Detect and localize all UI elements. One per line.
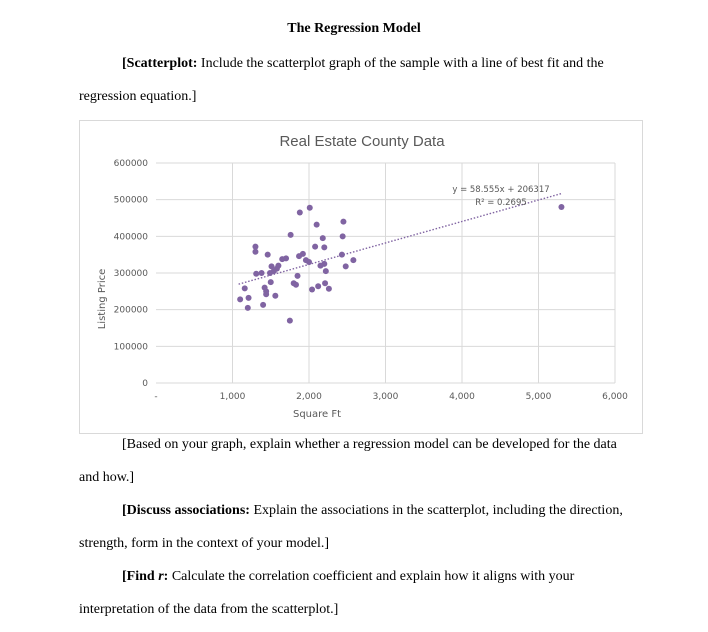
data-point [245, 305, 251, 311]
scatterplot-text: Include the scatterplot graph of the sample with a line of best fit and the [197, 56, 604, 71]
x-tick-label: 6,000 [602, 392, 628, 402]
scatterplot-label: [Scatterplot: [122, 56, 198, 71]
data-point [306, 259, 312, 265]
x-tick-label: 1,000 [219, 392, 246, 402]
y-tick-label: 400000 [113, 232, 148, 243]
data-point [252, 249, 258, 255]
x-tick-label: 5,000 [525, 392, 552, 402]
regression-equation: y = 58.555x + 206317 [452, 185, 550, 195]
find-r-prefix: [Find [122, 569, 159, 584]
data-point [320, 235, 326, 241]
data-point [340, 233, 346, 239]
data-point [339, 252, 345, 258]
data-point [309, 287, 315, 293]
associations-instruction-cont: strength, form in the context of your model.] [79, 536, 329, 551]
data-point [268, 279, 274, 285]
scatterplot-instruction [122, 56, 604, 72]
x-tick-label: 4,000 [449, 392, 475, 402]
associations-instruction [122, 503, 623, 519]
data-point [350, 257, 356, 263]
y-tick-label: 100000 [113, 342, 148, 353]
data-point [323, 268, 329, 274]
data-point [242, 285, 248, 291]
associations-label: [Discuss associations: [122, 503, 250, 518]
scatter-chart [79, 120, 643, 434]
x-tick-label: 2,000 [296, 392, 322, 402]
find-r-symbol: r [158, 569, 164, 584]
page-title: The Regression Model [287, 21, 421, 36]
find-r-colon: : [163, 569, 169, 584]
find-r-label [122, 569, 168, 584]
data-point [297, 210, 303, 216]
data-point [272, 293, 278, 299]
data-point [293, 282, 299, 288]
chart-title: Real Estate County Data [279, 133, 445, 150]
data-point [558, 204, 564, 210]
scatterplot-instruction-cont: regression equation.] [79, 89, 197, 104]
find-r-text: Calculate the correlation coefficient and explain how it aligns with your [168, 569, 575, 584]
find-r-instruction [122, 569, 574, 585]
data-point [300, 251, 306, 257]
data-point [275, 263, 281, 269]
graph-instruction: [Based on your graph, explain whether a regression model can be developed for the data [122, 437, 617, 452]
data-point [326, 286, 332, 292]
x-axis-label: Square Ft [292, 409, 342, 420]
data-point [259, 270, 265, 276]
x-tick-label: - [154, 392, 158, 402]
y-tick-label: 300000 [113, 269, 148, 279]
chart-canvas [80, 121, 644, 435]
data-point [246, 295, 252, 301]
data-point [321, 244, 327, 250]
data-point [288, 232, 294, 238]
data-point [283, 255, 289, 261]
data-point [322, 280, 328, 286]
data-point [321, 261, 327, 267]
data-point [315, 283, 321, 289]
data-point [340, 219, 346, 225]
data-point [343, 263, 349, 269]
data-point [312, 244, 318, 250]
find-r-instruction-cont: interpretation of the data from the scatterplot.] [79, 602, 339, 617]
data-point [252, 244, 258, 250]
data-point [307, 205, 313, 211]
r-squared-label: R² = 0.2695 [475, 198, 527, 208]
associations-text: Explain the associations in the scatterplot, including the direction, [249, 503, 623, 518]
data-point [260, 302, 266, 308]
y-tick-label: 600000 [113, 159, 148, 169]
y-tick-label: 500000 [113, 195, 148, 206]
data-point [287, 318, 293, 324]
data-point [314, 222, 320, 228]
graph-instruction-cont: and how.] [79, 470, 135, 485]
data-point [237, 296, 243, 302]
data-point [253, 271, 259, 277]
y-axis-label: Listing Price [97, 268, 108, 330]
data-point [265, 252, 271, 258]
y-tick-label: 0 [142, 379, 148, 389]
data-point [263, 288, 269, 294]
y-tick-label: 200000 [113, 305, 148, 316]
data-point [295, 273, 301, 279]
x-tick-label: 3,000 [372, 392, 399, 402]
